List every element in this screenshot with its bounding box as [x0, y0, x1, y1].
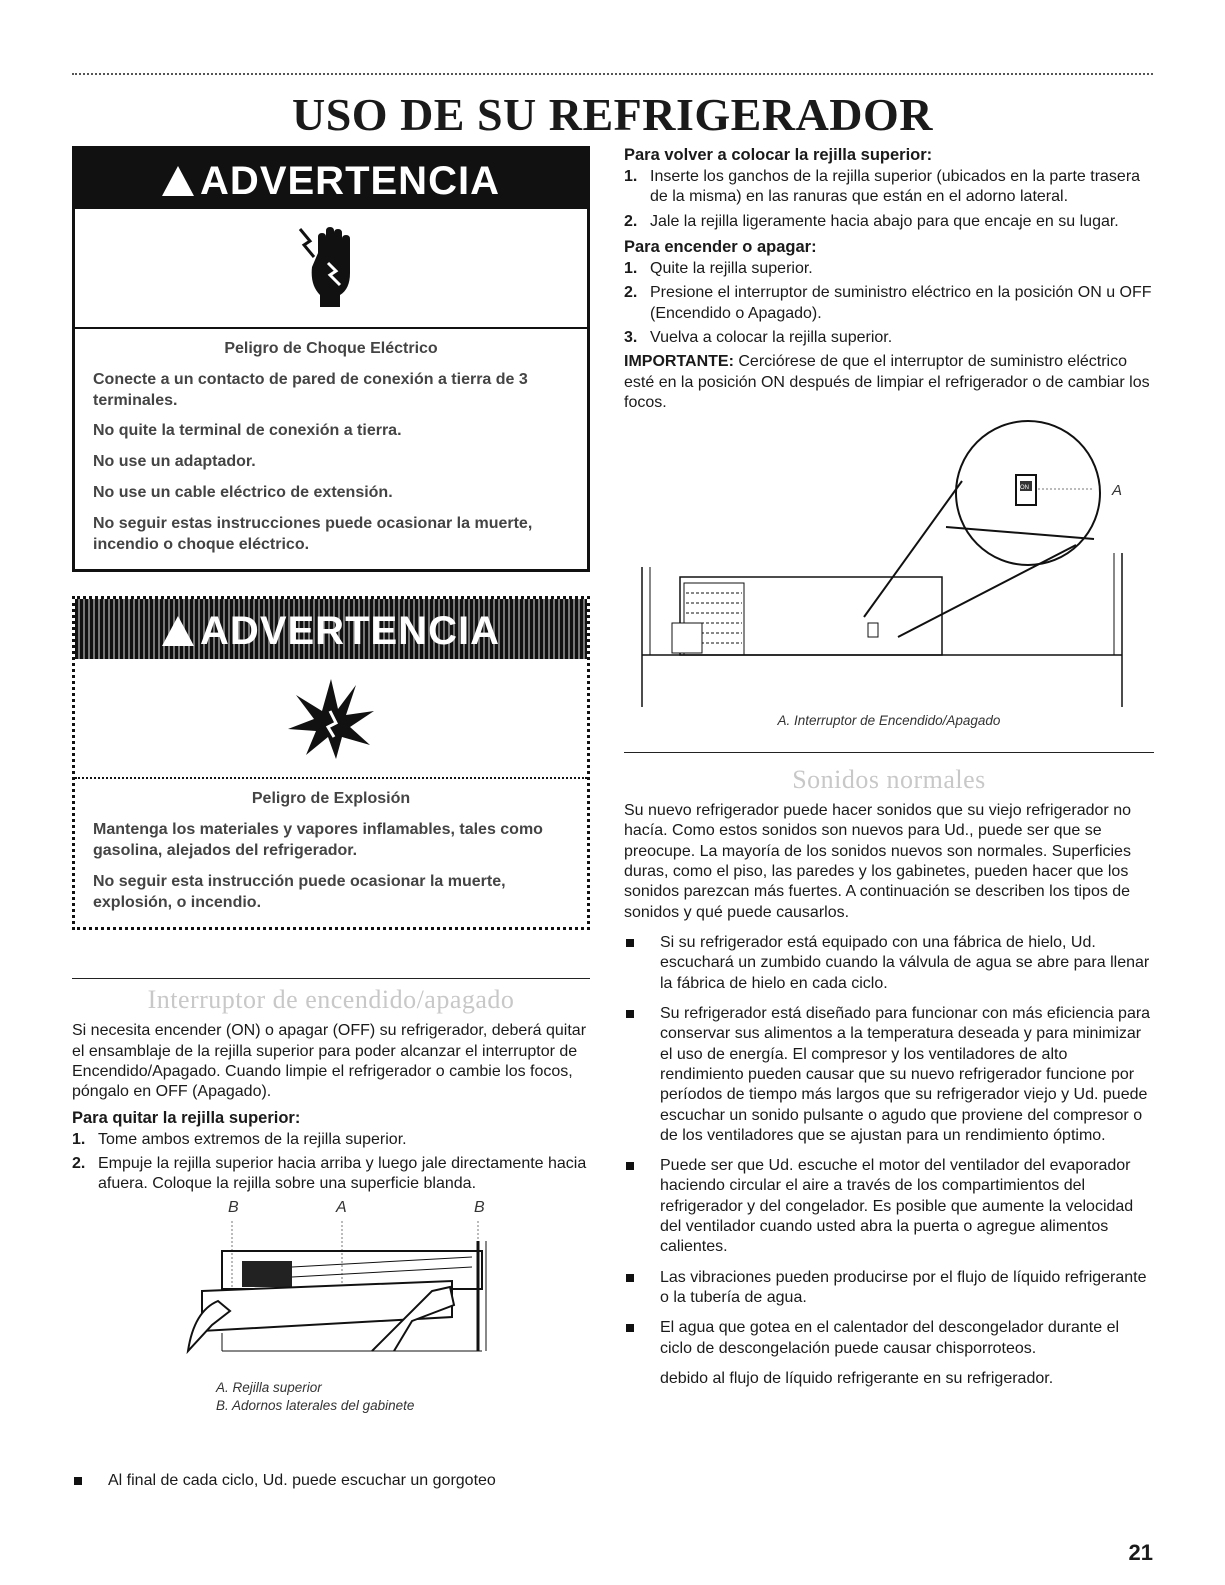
step-item: 1. Quite la rejilla superior.	[624, 259, 813, 277]
list-item: Al final de cada ciclo, Ud. puede escuchar un gorgoteo	[72, 1471, 590, 1491]
hazard-title: Peligro de Explosión	[251, 790, 411, 808]
step-item: 2. Jale la rejilla ligeramente hacia abajo para que encaje en su lugar.	[624, 212, 1119, 230]
electric-shock-warning-box	[72, 146, 590, 572]
warning-header-text: ADVERTENCIA	[200, 159, 500, 203]
electric-shock-icon	[75, 209, 587, 329]
sounds-intro: Su nuevo refrigerador puede hacer sonidos que su viejo refrigerador no hacía. Como estos sonidos son nuevos para Ud., puede ser que se preocupe. La mayoría de los sonidos nuevos son normales. Superficies duras, como el piso, las paredes y los gabinetes, pueden hacer que los sonidos parezcan más fuertes. A continuación se describen los tipos de sonidos y qué puede causarlos.	[624, 802, 1131, 921]
warning-body	[75, 329, 587, 569]
grille-removal-figure	[72, 1199, 590, 1379]
warning-line: No seguir estas instrucciones puede ocasionar la muerte, incendio o choque eléctrico.	[93, 514, 533, 553]
caption-b: B. Adornos laterales del gabinete	[216, 1397, 415, 1413]
remove-steps	[72, 1130, 590, 1195]
switch-caption: A. Interruptor de Encendido/Apagado	[777, 713, 1001, 729]
step-item: 2. Empuje la rejilla superior hacia arriba y luego jale directamente hacia afuera. Coloque la rejilla sobre una superficie blanda.	[72, 1154, 587, 1193]
list-item: Puede ser que Ud. escuche el motor del ventilador del evaporador haciendo circular el aire a través de los compartimientos del refrigerador y del congelador. Es posible que aumente la velocidad del ventilador cuando usted abra la puerta o agregue alimentos calientes.	[624, 1156, 1154, 1258]
warning-body	[75, 779, 587, 927]
on-off-heading: Para encender o apagar:	[624, 237, 817, 256]
list-item: El agua que gotea en el calentador del descongelador durante el ciclo de descongelación puede causar chisporroteos.	[624, 1318, 1154, 1359]
explosion-icon	[75, 659, 587, 779]
step-item: 1. Inserte los ganchos de la rejilla superior (ubicados en la parte trasera de la misma) en las ranuras que están en el adorno lateral.	[624, 168, 1141, 206]
section-rule	[72, 978, 590, 979]
switch-on-text: ON	[1020, 485, 1029, 492]
warning-triangle-icon	[162, 166, 194, 196]
list-item: Su refrigerador está diseñado para funcionar con más eficiencia para conservar sus alimentos a la temperatura deseada y para minimizar el uso de energía. El compresor y los ventiladores de alto rendimiento pueden causar que su nuevo refrigerador funcione por períodos de tiempo más largos que su refrigerador viejo y Ud. puede escuchar un sonido pulsante o agudo que proviene del compresor o de los ventiladores que se ajustan para un rendimiento óptimo.	[624, 1004, 1154, 1146]
right-column	[624, 146, 1154, 1393]
page-title: USO DE SU REFRIGERADOR	[291, 89, 934, 140]
switch-illustration	[624, 417, 1144, 707]
warning-line: No quite la terminal de conexión a tierra.	[93, 422, 402, 440]
warning-line: Mantenga los materiales y vapores inflamables, tales como gasolina, alejados del refrigerador.	[93, 821, 543, 859]
sounds-section-title: Sonidos normales	[792, 765, 986, 795]
list-item: Las vibraciones pueden producirse por el flujo de líquido refrigerante o la tubería de agua.	[624, 1268, 1154, 1309]
hazard-title: Peligro de Choque Eléctrico	[224, 340, 438, 357]
page-number: 21	[1128, 1540, 1153, 1565]
fig-label-a: A	[1112, 482, 1123, 500]
list-item: Si su refrigerador está equipado con una fábrica de hielo, Ud. escuchará un zumbido cuando la válvula de agua se abre para llenar la fábrica de hielo en cada ciclo.	[624, 933, 1154, 994]
warning-line: Conecte a un contacto de pared de conexión a tierra de 3 terminales.	[93, 370, 528, 409]
switch-section-title: Interruptor de encendido/apagado	[147, 985, 515, 1015]
replace-grille-heading: Para volver a colocar la rejilla superior:	[624, 146, 933, 164]
on-off-steps	[624, 259, 1154, 348]
fig-label-b: B	[474, 1198, 485, 1216]
step-item: 2. Presione el interruptor de suministro eléctrico en la posición ON u OFF (Encendido o Apagado).	[624, 284, 1152, 322]
warning-header	[75, 149, 587, 209]
remove-grille-heading: Para quitar la rejilla superior:	[72, 1108, 301, 1127]
left-column	[72, 146, 590, 1501]
warning-line: No seguir esta instrucción puede ocasionar la muerte, explosión, o incendio.	[93, 872, 506, 911]
switch-figure	[624, 417, 1154, 707]
warning-header-text: ADVERTENCIA	[200, 609, 500, 654]
grille-illustration	[182, 1221, 512, 1371]
step-item: 1. Tome ambos extremos de la rejilla superior.	[72, 1130, 407, 1148]
replace-steps	[624, 167, 1154, 232]
sounds-continued-list	[72, 1471, 590, 1491]
sounds-list	[624, 933, 1154, 1359]
warning-triangle-icon	[162, 616, 194, 646]
continued-text: debido al flujo de líquido refrigerante en su refrigerador.	[660, 1369, 1054, 1387]
section-rule	[624, 752, 1154, 753]
switch-intro: Si necesita encender (ON) o apagar (OFF) su refrigerador, deberá quitar el ensamblaje de la rejilla superior para poder alcanzar el interruptor de Encendido/Apagado. Cuando limpie el refrigerador o cambie los focos, póngalo en OFF (Apagado).	[72, 1022, 587, 1101]
warning-header	[75, 599, 587, 659]
warning-line: No use un cable eléctrico de extensión.	[93, 483, 393, 501]
step-item: 3. Vuelva a colocar la rejilla superior.	[624, 328, 893, 346]
fig-label-b: B	[228, 1198, 239, 1216]
top-dotted-rule	[72, 73, 1153, 75]
figure-caption	[72, 1379, 590, 1415]
important-note: IMPORTANTE: Cerciórese de que el interruptor de suministro eléctrico esté en la posición ON después de limpiar el refrigerador o de cambiar los focos.	[624, 353, 1150, 411]
warning-line: No use un adaptador.	[93, 453, 256, 471]
caption-a: A. Rejilla superior	[216, 1379, 322, 1395]
fig-label-a: A	[336, 1198, 347, 1216]
explosion-warning-box	[72, 596, 590, 930]
